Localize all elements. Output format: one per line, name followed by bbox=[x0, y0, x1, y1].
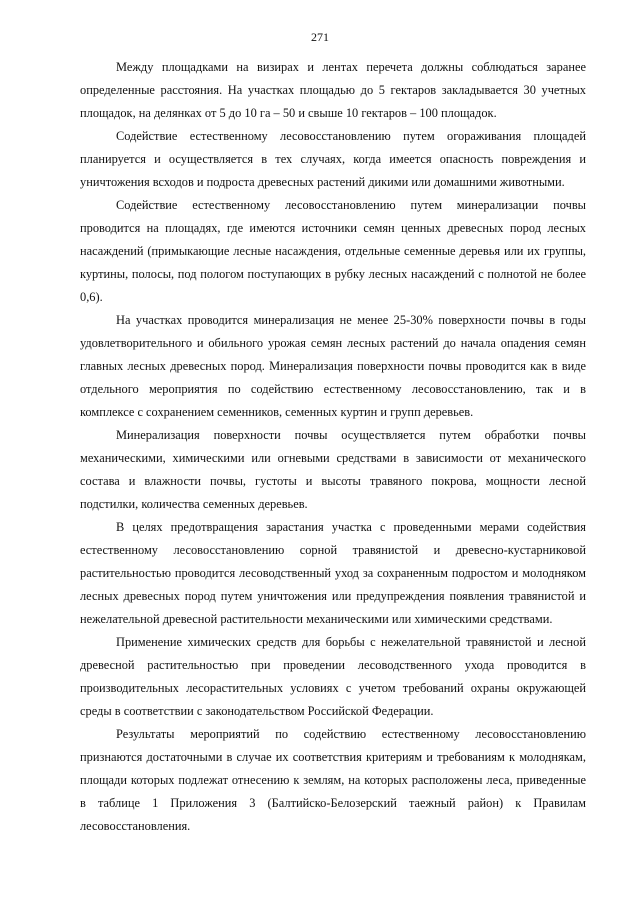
paragraph-mineralization-share: На участках проводится минерализация не менее 25-30% поверхности почвы в годы удовлетворительного и обильного урожая семян лесных растений до начала опадения семян главных лесных древесных пород. Минерализация поверхности почвы проводится как в виде отдельного мероприятия по содействию естественному лесовосстановлению, так и в комплексе с сохранением семенников, семенных куртин и групп деревьев. bbox=[80, 313, 586, 419]
paragraph-results: Результаты мероприятий по содействию естественному лесовосстановлению признаются достаточными в случае их соответствия критериям и требованиям к молоднякам, площади которых подлежат отнесению к землям, на которых расположены леса, приведенные в таблице 1 Приложения 3 (Балтийско-Белозерский таежный район) к Правилам лесовосстановления. bbox=[80, 727, 586, 833]
paragraph-silvicultural-care: В целях предотвращения зарастания участка с проведенными мерами содействия естественному лесовосстановлению сорной травянистой и древесно-кустарниковой растительностью проводится лесоводственный уход за сохраненным подростом и молодняком лесных древесных пород путем уничтожения или предупреждения появления травянистой и нежелательной древесной растительности механическими или химическими средствами. bbox=[80, 520, 586, 626]
paragraph-soil-mineralization-sites: Содействие естественному лесовосстановлению путем минерализации почвы проводится на площадях, где имеются источники семян ценных древесных пород лесных насаждений (примыкающие лесные насаждения, отдельные семенные деревья или их группы, куртины, полосы, под пологом поступающих в рубку лесных насаждений с полнотой не более 0,6). bbox=[80, 198, 586, 304]
paragraph-sample-plot-spacing: Между площадками на визирах и лентах перечета должны соблюдаться заранее определенные расстояния. На участках площадью до 5 гектаров закладывается 30 учетных площадок, на делянках от 5 до 10 га – 50 и свыше 10 гектаров – 100 площадок. bbox=[80, 60, 586, 120]
paragraph-fencing: Содействие естественному лесовосстановлению путем огораживания площадей планируется и осуществляется в тех случаях, когда имеется опасность повреждения и уничтожения всходов и подроста древесных растений дикими или домашними животными. bbox=[80, 129, 586, 189]
page-number: 271 bbox=[311, 30, 329, 44]
paragraph-chemical-means: Применение химических средств для борьбы с нежелательной травянистой и лесной древесной растительностью при проведении лесоводственного ухода проводится в производительных лесорастительных условиях с учетом требований охраны окружающей среды в соответствии с законодательством Российской Федерации. bbox=[80, 635, 586, 718]
paragraph-mineralization-methods: Минерализация поверхности почвы осуществляется путем обработки почвы механическими, химическими или огневыми средствами в зависимости от механического состава и влажности почвы, густоты и высоты травяного покрова, мощности лесной подстилки, количества семенных деревьев. bbox=[80, 428, 586, 511]
body-text bbox=[80, 56, 586, 838]
